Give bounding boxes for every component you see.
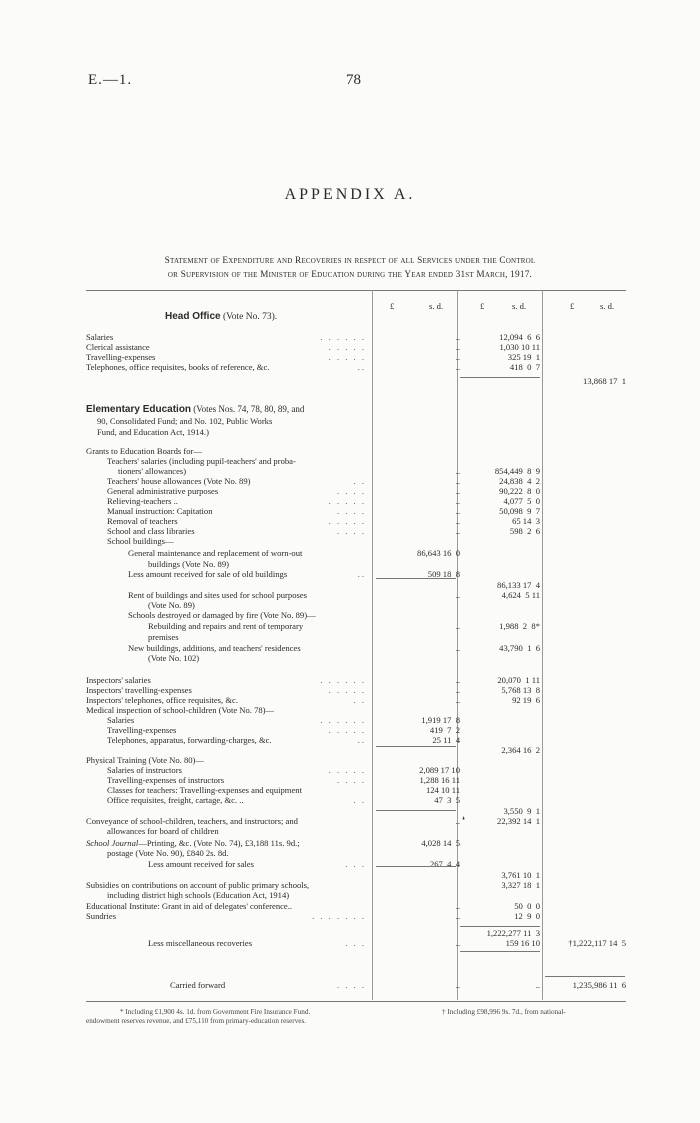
row-label: (Vote No. 89)	[148, 600, 195, 610]
amount-col-2: 65 14 3	[512, 516, 540, 526]
row-label: Inspectors' salaries	[86, 675, 151, 685]
col3-sd-header: s. d.	[600, 301, 615, 311]
amount-col-1: ..	[455, 938, 460, 948]
amount-col-2: 1,988 2 8*	[499, 621, 540, 631]
row-label: Travelling-expenses	[107, 725, 177, 735]
table-row	[0, 376, 700, 387]
amount-col-2: 3,327 18 1	[501, 880, 540, 890]
amount-col-1: ..	[455, 685, 460, 695]
row-label: Physical Training (Vote No. 80)—	[86, 755, 205, 765]
leader-dots: . . . .	[336, 486, 366, 496]
amount-col-2: 90,222 8 0	[499, 486, 540, 496]
row-label: tioners' allowances)	[118, 466, 187, 476]
amount-col-2: 598 2 6	[509, 526, 540, 536]
amount-col-2: 92 19 6	[512, 695, 540, 705]
amount-col-1: 86,643 16 0	[417, 548, 460, 558]
leader-dots: . . . . .	[328, 725, 366, 735]
table-row	[0, 795, 700, 806]
leader-dots: . . . . . .	[320, 332, 366, 342]
sum-rule	[460, 926, 540, 927]
amount-col-1: ..	[455, 911, 460, 921]
table-top-rule	[86, 290, 626, 291]
amount-col-1: ..	[455, 466, 460, 476]
table-row	[0, 938, 700, 949]
row-label: Travelling-expenses of instructors	[107, 775, 225, 785]
sum-rule	[376, 866, 456, 867]
row-label: Salaries of instructors	[107, 765, 182, 775]
amount-col-1: ..	[455, 526, 460, 536]
row-label: Telephones, apparatus, forwarding-charges, &c.	[107, 735, 272, 745]
page-number: 78	[346, 72, 361, 88]
amount-col-2: 12 9 0	[514, 911, 540, 921]
table-row	[0, 548, 700, 559]
amount-col-2: 43,790 1 6	[499, 643, 540, 653]
amount-col-2: 24,838 4 2	[499, 476, 540, 486]
table-row	[0, 848, 700, 859]
amount-col-1: ..	[455, 695, 460, 705]
footnote-star: * Including £1,900 4s. 1d. from Government Fire Insurance Fund.	[120, 1008, 311, 1016]
row-label: Teachers' salaries (including pupil-teachers' and proba-	[107, 456, 296, 466]
row-label: Salaries	[107, 715, 135, 725]
stray-mark: ❛	[462, 815, 465, 825]
amount-total: †1,222,117 14 5	[568, 938, 626, 948]
amount-col-1: ..	[455, 901, 460, 911]
row-label: Less miscellaneous recoveries	[148, 938, 253, 948]
row-label: allowances for board of children	[107, 826, 219, 836]
leader-dots: . . .	[345, 938, 366, 948]
leader-dots: . . . . . .	[320, 715, 366, 725]
amount-col-1: 25 11 4	[432, 735, 460, 745]
amount-col-2: 325 19 1	[507, 352, 540, 362]
leader-dots: ..	[357, 735, 366, 745]
statement-title-line-2: or Supervision of the Minister of Education during the Year ended 31st March, 1917.	[167, 270, 533, 280]
amount-col-2: 20,070 1 11	[497, 675, 540, 685]
row-label: including district high schools (Education Act, 1914)	[107, 890, 290, 900]
amount-col-2: 1,030 10 11	[499, 342, 540, 352]
table-row	[0, 980, 700, 991]
amount-col-2: 22,392 14 1	[497, 816, 540, 826]
amount-col-1: 509 18 8	[427, 569, 460, 579]
amount-col-1: ..	[455, 476, 460, 486]
row-label: Office requisites, freight, cartage, &c. ..	[107, 795, 244, 805]
amount-col-1: 419 7 2	[429, 725, 460, 735]
amount-col-2: 3,761 10 1	[501, 870, 540, 880]
amount-col-1: 4,028 14 5	[421, 838, 460, 848]
row-label: Classes for teachers: Travelling-expenses and equipment	[107, 785, 302, 795]
row-label: Telephones, office requisites, books of reference, &c.	[86, 362, 270, 372]
amount-col-1: ..	[455, 332, 460, 342]
row-label: Educational Institute: Grant in aid of delegates' conference..	[86, 901, 293, 911]
document-code: E.—1.	[88, 72, 133, 88]
sum-rule	[545, 976, 625, 977]
elementary-title: Elementary Education	[86, 404, 192, 415]
row-label: Conveyance of school-children, teachers, and instructors; and	[86, 816, 298, 826]
amount-col-1: 1,919 17 8	[421, 715, 460, 725]
leader-dots: . .	[353, 695, 366, 705]
col1-sd-header: s. d.	[429, 301, 444, 311]
leader-dots: . . . . .	[328, 352, 366, 362]
col3-pound-header: £	[570, 301, 575, 311]
row-label: School buildings—	[107, 536, 174, 546]
leader-dots: . . . .	[336, 775, 366, 785]
amount-col-1: ..	[455, 643, 460, 653]
footnote-rule	[86, 1001, 626, 1002]
amount-col-1: ..	[455, 486, 460, 496]
elementary-heading	[86, 404, 304, 415]
row-label: Rebuilding and repairs and rent of temporary	[148, 621, 304, 631]
leader-dots: . . . . .	[328, 685, 366, 695]
amount-col-1: ..	[455, 506, 460, 516]
table-row	[0, 536, 700, 547]
amount-col-1: ..	[455, 980, 460, 990]
amount-col-2: 4,624 5 11	[501, 590, 540, 600]
row-label: Inspectors' telephones, office requisites, &c.	[86, 695, 238, 705]
row-label: School Journal—Printing, &c. (Vote No. 74), £3,188 11s. 9d.;	[86, 838, 300, 848]
row-label: (Vote No. 102)	[148, 653, 200, 663]
leader-dots: . . .	[345, 859, 366, 869]
row-label: Medical inspection of school-children (Vote No. 78)—	[86, 705, 275, 715]
leader-dots: . .	[353, 795, 366, 805]
amount-col-1: 267 4 4	[429, 859, 460, 869]
row-label: General maintenance and replacement of worn-out	[128, 548, 303, 558]
leader-dots: . . . . .	[328, 765, 366, 775]
appendix-title: APPENDIX A.	[284, 186, 416, 203]
sum-rule	[376, 746, 456, 747]
table-row	[0, 362, 700, 373]
sum-rule	[460, 951, 540, 952]
table-row	[0, 890, 700, 901]
table-row	[0, 653, 700, 664]
statement-title-line-1: Statement of Expenditure and Recoveries in respect of all Services under the Control	[164, 256, 536, 266]
row-label: buildings (Vote No. 89)	[148, 559, 230, 569]
table-row	[0, 859, 700, 870]
sum-rule	[376, 810, 456, 811]
amount-col-2: 50,098 9 7	[499, 506, 540, 516]
amount-col-1: 1,288 16 11	[419, 775, 460, 785]
amount-col-2: 418 0 7	[509, 362, 540, 372]
row-label: General administrative purposes	[107, 486, 219, 496]
amount-col-1: ..	[455, 362, 460, 372]
table-row	[0, 610, 700, 621]
leader-dots: . . . .	[336, 526, 366, 536]
table-row	[0, 569, 700, 580]
leader-dots: ..	[357, 362, 366, 372]
amount-col-2: 3,550 9 1	[503, 806, 540, 816]
amount-total: 1,235,986 11 6	[572, 980, 626, 990]
amount-total: 13,868 17 1	[583, 376, 626, 386]
amount-col-1: ..	[455, 621, 460, 631]
row-label: Manual instruction: Capitation	[107, 506, 213, 516]
amount-col-1: ..	[455, 342, 460, 352]
row-label: Subsidies on contributions on account of public primary schools,	[86, 880, 310, 890]
row-label: Clerical assistance	[86, 342, 150, 352]
amount-col-2: 5,768 13 8	[501, 685, 540, 695]
row-label: Salaries	[86, 332, 114, 342]
amount-col-1: ..	[455, 352, 460, 362]
amount-col-1: ..	[455, 496, 460, 506]
leader-dots: . .	[353, 476, 366, 486]
row-label: Schools destroyed or damaged by fire (Vote No. 89)—	[128, 610, 316, 620]
amount-col-2: 4,077 5 0	[503, 496, 540, 506]
amount-col-1: ..	[455, 590, 460, 600]
amount-col-1: 2,089 17 10	[419, 765, 460, 775]
row-label: postage (Vote No. 90), £840 2s. 8d.	[107, 848, 229, 858]
elementary-votes-line-2: 90, Consolidated Fund; and No. 102, Public Works	[97, 416, 273, 426]
row-label: Less amount received for sale of old buildings	[128, 569, 288, 579]
footnote-dagger: † Including £98,996 9s. 7d., from national-	[442, 1008, 566, 1016]
elementary-votes-line-1: (Votes Nos. 74, 78, 80, 89, and	[193, 404, 305, 414]
row-label: Carried forward	[170, 980, 226, 990]
sum-rule	[376, 578, 456, 579]
leader-dots: ..	[357, 569, 366, 579]
footnote-line-2: endowment reserves revenue, and £75,110 from primary-education reserves.	[86, 1017, 307, 1025]
row-label: Rent of buildings and sites used for school purposes	[128, 590, 308, 600]
head-office-heading	[165, 311, 277, 322]
leader-dots: . . . . .	[328, 516, 366, 526]
table-row	[0, 826, 700, 837]
leader-dots: . . . .	[336, 506, 366, 516]
leader-dots: . . . . . .	[320, 675, 366, 685]
sum-rule	[460, 377, 540, 378]
amount-col-2: 12,094 6 6	[499, 332, 540, 342]
row-label: Sundries	[86, 911, 117, 921]
row-label-italic: School Journal	[86, 838, 139, 848]
row-label: Inspectors' travelling-expenses	[86, 685, 192, 695]
elementary-votes-line-3: Fund, and Education Act, 1914.)	[97, 427, 209, 437]
table-row	[0, 632, 700, 643]
row-label: Less amount received for sales	[148, 859, 254, 869]
row-label: School and class libraries	[107, 526, 195, 536]
amount-col-1: 47 3 5	[434, 795, 460, 805]
amount-col-2: 1,222,277 11 3	[486, 928, 540, 938]
row-label: New buildings, additions, and teachers' residences	[128, 643, 301, 653]
amount-col-1: ..	[455, 516, 460, 526]
row-label: Grants to Education Boards for—	[86, 446, 202, 456]
amount-col-2: 86,133 17 4	[497, 580, 540, 590]
row-label: Travelling-expenses	[86, 352, 156, 362]
amount-col-2: 854,449 8 9	[494, 466, 540, 476]
amount-col-1: 124 10 11	[425, 785, 460, 795]
amount-col-2: 50 0 0	[514, 901, 540, 911]
col2-sd-header: s. d.	[512, 301, 527, 311]
col2-pound-header: £	[480, 301, 485, 311]
table-row	[0, 911, 700, 922]
leader-dots: . . . .	[336, 980, 366, 990]
leader-dots: . . . . .	[328, 496, 366, 506]
row-label: Removal of teachers	[107, 516, 178, 526]
head-office-vote: (Vote No. 73).	[222, 312, 278, 322]
row-label: Teachers' house allowances (Vote No. 89)	[107, 476, 251, 486]
amount-col-2: ..	[535, 980, 540, 990]
head-office-title: Head Office	[165, 311, 221, 322]
table-row	[0, 621, 700, 632]
col1-pound-header: £	[390, 301, 395, 311]
leader-dots: . . . . . . .	[312, 911, 366, 921]
row-label: Relieving-teachers ..	[107, 496, 178, 506]
amount-col-1: ..	[455, 816, 460, 826]
row-label: premises	[148, 632, 179, 642]
amount-col-1: ..	[455, 675, 460, 685]
amount-col-2: 2,364 16 2	[501, 745, 540, 755]
amount-col-2: 159 16 10	[505, 938, 540, 948]
leader-dots: . . . . .	[328, 342, 366, 352]
